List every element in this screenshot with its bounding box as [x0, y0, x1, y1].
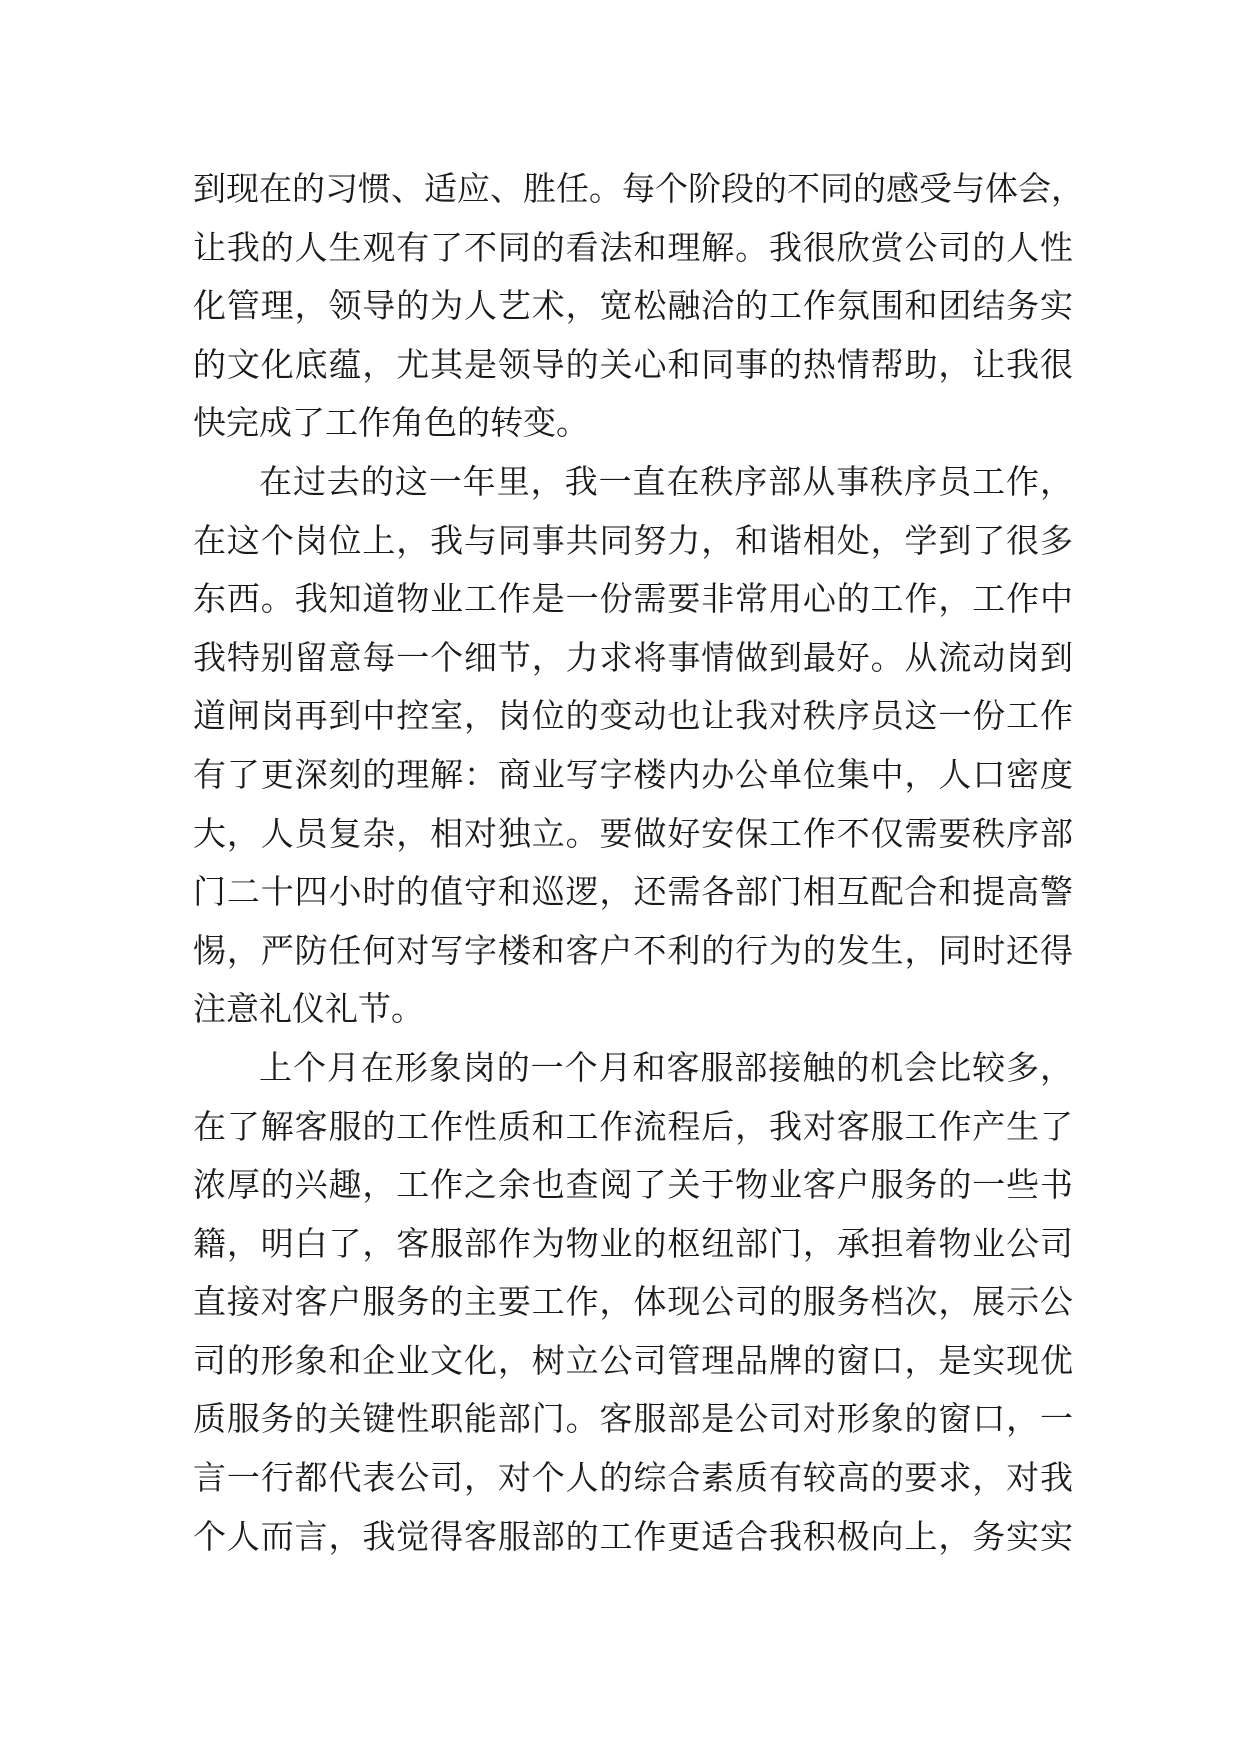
paragraph [193, 1039, 1073, 1566]
text-line: 东西。我知道物业工作是一份需要非常用心的工作，工作中 [193, 579, 1073, 619]
text-line: 快完成了工作角色的转变。 [193, 403, 589, 443]
paragraph [193, 160, 1084, 453]
text-line: 在了解客服的工作性质和工作流程后，我对客服工作产生了 [193, 1106, 1073, 1146]
text-line: 的文化底蕴，尤其是领导的关心和同事的热情帮助，让我很 [193, 344, 1073, 384]
text-line: 化管理，领导的为人艺术，宽松融洽的工作氛围和团结务实 [193, 286, 1073, 326]
text-line: 门二十四小时的值守和巡逻，还需各部门相互配合和提高警 [193, 872, 1073, 912]
text-line: 我特别留意每一个细节，力求将事情做到最好。从流动岗到 [193, 637, 1073, 677]
text-line: 浓厚的兴趣，工作之余也查阅了关于物业客户服务的一些书 [193, 1165, 1073, 1205]
paragraph [193, 453, 1073, 1039]
text-line: 直接对客户服务的主要工作，体现公司的服务档次，展示公 [193, 1282, 1073, 1322]
text-line: 在这个岗位上，我与同事共同努力，和谐相处，学到了很多 [193, 520, 1073, 560]
text-line: 惕，严防任何对写字楼和客户不利的行为的发生，同时还得 [193, 930, 1073, 970]
text-line: 道闸岗再到中控室，岗位的变动也让我对秩序员这一份工作 [193, 696, 1073, 736]
text-line: 司的形象和企业文化，树立公司管理品牌的窗口，是实现优 [193, 1340, 1073, 1380]
text-line: 籍，明白了，客服部作为物业的枢纽部门，承担着物业公司 [193, 1223, 1073, 1263]
text-line: 让我的人生观有了不同的看法和理解。我很欣赏公司的人性 [193, 227, 1073, 267]
text-line: 在过去的这一年里，我一直在秩序部从事秩序员工作， [259, 461, 1073, 501]
text-line: 上个月在形象岗的一个月和客服部接触的机会比较多， [259, 1047, 1073, 1087]
text-line: 注意礼仪礼节。 [193, 989, 424, 1029]
text-line: 到现在的习惯、适应、胜任。每个阶段的不同的感受与体会， [193, 169, 1084, 208]
document-body [193, 160, 1084, 1566]
text-line: 大，人员复杂，相对独立。要做好安保工作不仅需要秩序部 [193, 813, 1073, 853]
text-line: 有了更深刻的理解：商业写字楼内办公单位集中，人口密度 [193, 754, 1073, 794]
text-line: 质服务的关键性职能部门。客服部是公司对形象的窗口，一 [193, 1399, 1073, 1439]
text-line: 个人而言，我觉得客服部的工作更适合我积极向上，务实实 [193, 1516, 1073, 1556]
text-line: 言一行都代表公司，对个人的综合素质有较高的要求，对我 [193, 1458, 1073, 1498]
